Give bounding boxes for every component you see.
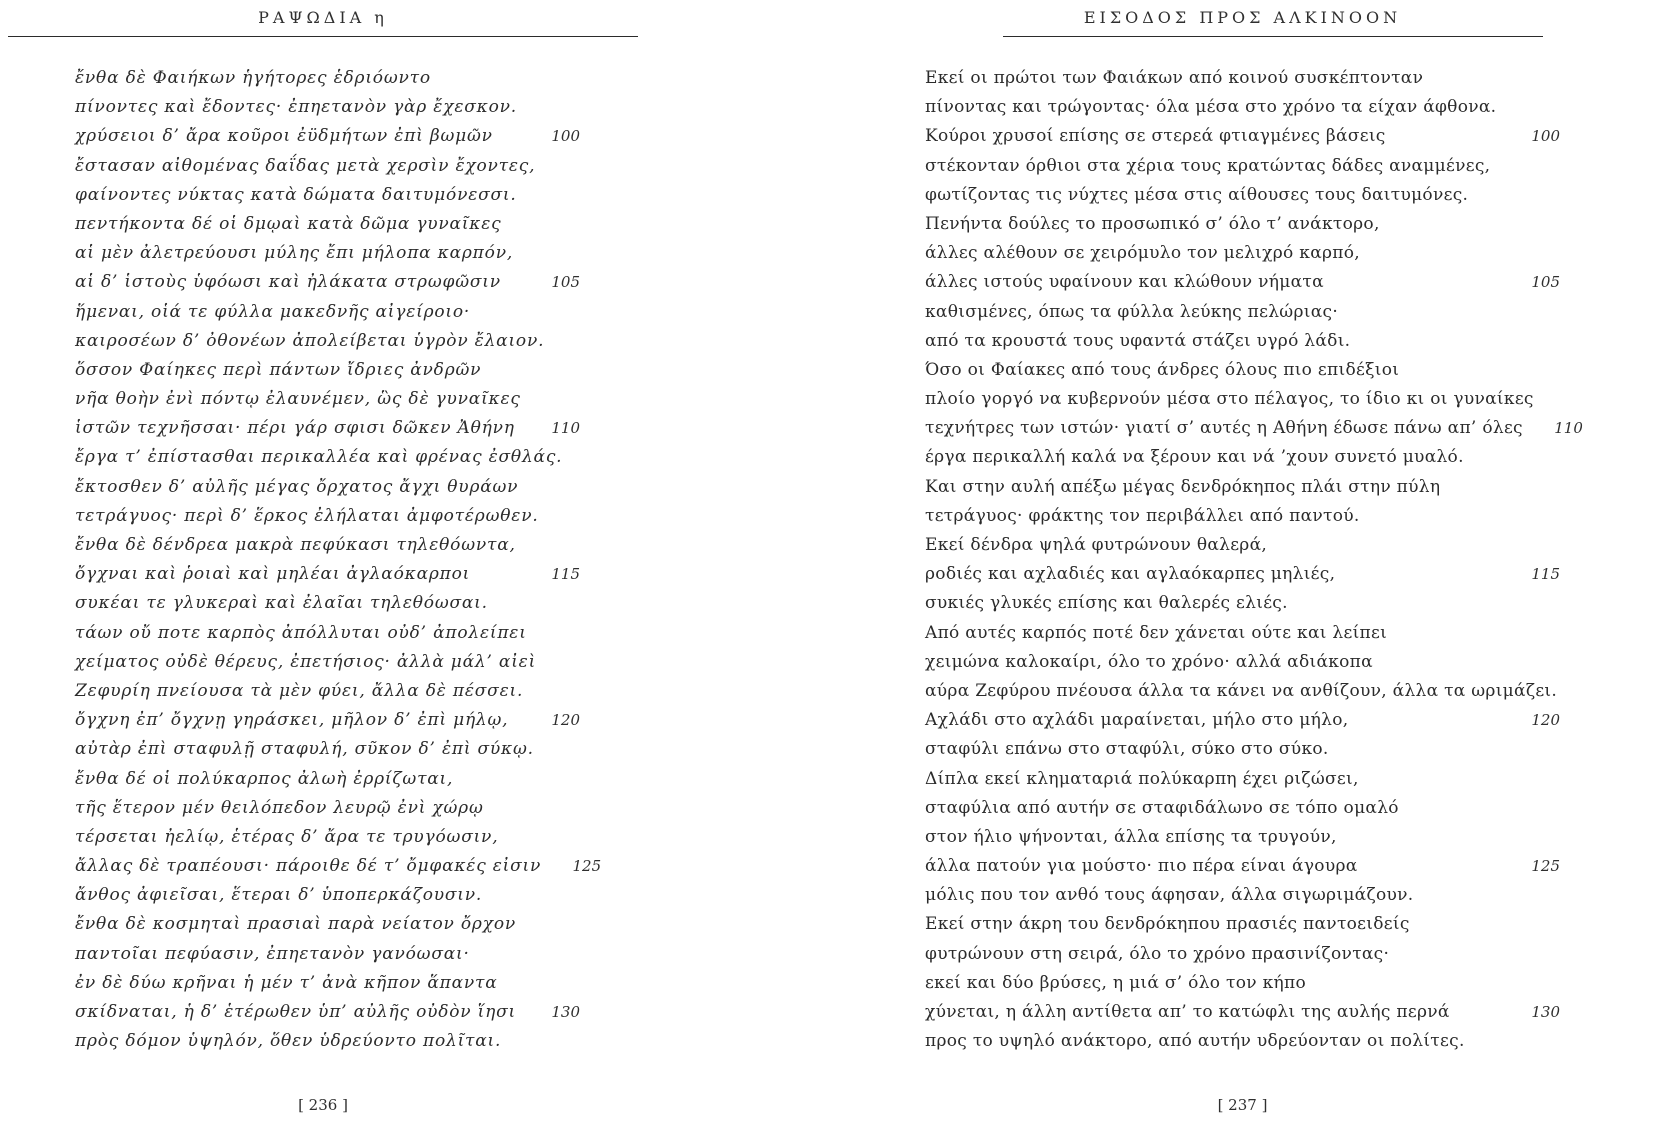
verse-line [925,881,1560,910]
verse-text: αὐτὰρ ἐπὶ σταφυλῇ σταφυλή, σῦκον δ’ ἐπὶ σύκῳ. [75,739,534,760]
verse-text: ἄλλας δὲ τραπέουσι· πάροιθε δέ τ’ ὄμφακές εἰσιν [75,856,542,877]
verse-line [75,648,580,677]
verse-text: ἐν δὲ δύω κρῆναι ἡ μέν τ’ ἀνὰ κῆπον ἅπαντα [75,972,498,993]
verse-line [925,677,1560,706]
verse-line [75,531,580,560]
verse-line [925,327,1560,356]
verse-line [75,998,580,1027]
verse-line [75,502,580,531]
verse-line [925,443,1560,472]
verse-text: ὄγχναι καὶ ῥοιαὶ καὶ μηλέαι ἀγλαόκαρποι [75,564,471,585]
verse-text: παντοῖαι πεφύασιν, ἐπηετανὸν γανόωσαι· [75,943,470,964]
verse-text: τέρσεται ἠελίῳ, ἑτέρας δ’ ἄρα τε τρυγόωσιν, [75,826,499,847]
verse-number: 115 [1531,565,1560,584]
verse-line [75,298,580,327]
verse-line [75,356,580,385]
verse-line [75,93,580,122]
verse-line [925,823,1560,852]
verse-line [925,969,1560,998]
verse-text: Αχλάδι στο αχλάδι μαραίνεται, μήλο στο μήλο, [925,710,1349,731]
verse-number: 105 [1531,273,1560,292]
verse-line [925,122,1560,151]
verse-text: στέκονταν όρθιοι στα χέρια τους κρατώντας δάδες αναμμένες, [925,155,1491,176]
verse-text: καιροσέων δ’ ὀθονέων ἀπολείβεται ὑγρὸν ἔλαιον. [75,330,545,351]
verse-text: χείματος οὐδὲ θέρευς, ἐπετήσιος· ἀλλὰ μάλ’ αἰεὶ [75,651,537,672]
verse-line [75,619,580,648]
verse-text: προς το υψηλό ανάκτορο, από αυτήν υδρεύονταν οι πολίτες. [925,1031,1465,1052]
verse-text: Από αυτές καρπός ποτέ δεν χάνεται ούτε και λείπει [925,622,1388,643]
verse-text: σταφύλια από αυτήν σε σταφιδάλωνο σε τόπο ομαλό [925,797,1399,818]
verse-text: αἱ δ’ ἱστοὺς ὑφόωσι καὶ ἠλάκατα στρωφῶσιν [75,272,501,293]
verse-text: Και στην αυλή απέξω μέγας δενδρόκηπος πλάι στην πύλη [925,476,1441,497]
verse-text: αύρα Ζεφύρου πνέουσα άλλα τα κάνει να ανθίζουν, άλλα τα ωριμάζει. [925,680,1558,701]
verse-text: Ζεφυρίη πνείουσα τὰ μὲν φύει, ἄλλα δὲ πέσσει. [75,680,524,701]
verse-line [925,64,1560,93]
verse-line [75,122,580,151]
verse-block [75,64,602,1056]
verse-line [75,443,580,472]
verse-text: ἔνθα δέ οἱ πολύκαρπος ἀλωὴ ἐρρίζωται, [75,768,454,789]
verse-line [925,852,1560,881]
verse-line [925,93,1560,122]
verse-text: στον ήλιο ψήνονται, άλλα επίσης τα τρυγούν, [925,826,1337,847]
verse-text: άλλες αλέθουν σε χειρόμυλο τον μελιχρό καρπό, [925,243,1360,264]
page-right [925,0,1583,1137]
verse-number: 110 [551,419,580,438]
header-rule [8,36,638,37]
verse-line [75,473,580,502]
page-number: [ 236 ] [298,1096,348,1114]
verse-line [925,152,1560,181]
verse-text: ἔνθα δὲ δένδρεα μακρὰ πεφύκασι τηλεθόωντα, [75,535,516,555]
verse-number: 100 [551,127,580,146]
verse-text: άλλα πατούν για μούστο· πιο πέρα είναι άγουρα [925,856,1358,877]
verse-line [925,940,1560,969]
verse-line [925,385,1560,414]
verse-line [75,152,580,181]
verse-line [75,64,580,93]
verse-line [75,268,580,297]
verse-text: τῆς ἕτερον μέν θειλόπεδον λευρῷ ἐνὶ χώρῳ [75,797,484,818]
verse-text: μόλις που τον ανθό τους άφησαν, άλλα σιγωριμάζουν. [925,885,1414,906]
verse-text: Κούροι χρυσοί επίσης σε στερεά φτιαγμένες βάσεις [925,126,1386,147]
verse-text: Όσο οι Φαίακες από τους άνδρες όλους πιο επιδέξιοι [925,359,1400,380]
verse-number: 130 [551,1003,580,1021]
verse-text: τετράγυος· φράκτης τον περιβάλλει από παντού. [925,505,1360,526]
verse-text: ἔκτοσθεν δ’ αὐλῆς μέγας ὄρχατος ἄγχι θυράων [75,476,519,497]
verse-text: Δίπλα εκεί κληματαριά πολύκαρπη έχει ριζώσει, [925,768,1359,789]
verse-text: τεχνήτρες των ιστών· γιατί σ’ αυτές η Αθήνη έδωσε πάνω απ’ όλες [925,418,1523,439]
verse-text: αἱ μὲν ἀλετρεύουσι μύλης ἔπι μήλοπα καρπόν, [75,243,514,264]
verse-line [925,181,1560,210]
verse-line [925,298,1560,327]
verse-text: ἔνθα δὲ κοσμηταὶ πρασιαὶ παρὰ νείατον ὄρχον [75,914,516,935]
header-rule [1003,36,1543,37]
verse-text: νῆα θοὴν ἐνὶ πόντῳ ἐλαυνέμεν, ὣς δὲ γυναῖκες [75,389,521,410]
verse-text: Εκεί οι πρώτοι των Φαιάκων από κοινού συσκέπτονταν [925,68,1424,88]
verse-line [925,794,1560,823]
verse-text: πίνοντες καὶ ἔδοντες· ἐπηετανὸν γὰρ ἔχεσκον. [75,97,517,118]
verse-text: πλοίο γοργό να κυβερνούν μέσα στο πέλαγος, το ίδιο κι οι γυναίκες [925,389,1534,410]
verse-text: άλλες ιστούς υφαίνουν και κλώθουν νήματα [925,272,1324,293]
verse-line [75,910,580,939]
verse-number: 115 [551,565,580,584]
verse-line [925,414,1583,443]
verse-line [925,473,1560,502]
verse-line [75,852,602,881]
verse-number: 105 [551,273,580,292]
verse-text: καθισμένες, όπως τα φύλλα λεύκης πελώριας· [925,301,1339,322]
verse-text: χύνεται, η άλλη αντίθετα απ’ το κατώφλι της αυλής περνά [925,1002,1450,1022]
verse-text: φαίνοντες νύκτας κατὰ δώματα δαιτυμόνεσσι. [75,184,517,205]
verse-text: συκέαι τε γλυκεραὶ καὶ ἐλαῖαι τηλεθόωσαι. [75,593,488,614]
verse-line [75,969,580,998]
verse-line [75,414,580,443]
verse-line [75,239,580,268]
verse-line [925,735,1560,764]
verse-text: συκιές γλυκές επίσης και θαλερές ελιές. [925,593,1288,614]
verse-text: εκεί και δύο βρύσες, η μιά σ’ όλο τον κήπο [925,972,1307,993]
verse-text: Εκεί στην άκρη του δενδρόκηπου πρασιές παντοειδείς [925,914,1410,935]
verse-line [925,589,1560,618]
verse-line [75,940,580,969]
verse-text: ὅσσον Φαίηκες περὶ πάντων ἴδριες ἀνδρῶν [75,359,482,380]
verse-line [75,210,580,239]
verse-text: Πενήντα δούλες το προσωπικό σ’ όλο τ’ ανάκτορο, [925,213,1380,234]
verse-text: ἱστῶν τεχνῆσσαι· πέρι γάρ σφισι δῶκεν Ἀθήνη [75,418,515,439]
verse-line [925,268,1560,297]
verse-line [75,589,580,618]
verse-text: ἔργα τ’ ἐπίστασθαι περικαλλέα καὶ φρένας ἐσθλάς. [75,447,563,468]
verse-line [925,531,1560,560]
page-number: [ 237 ] [1217,1096,1268,1114]
verse-number: 130 [1531,1003,1560,1021]
verse-number: 120 [1531,711,1560,730]
verse-text: Εκεί δένδρα ψηλά φυτρώνουν θαλερά, [925,535,1268,555]
verse-line [75,677,580,706]
verse-text: πεντήκοντα δέ οἱ δμῳαὶ κατὰ δῶμα γυναῖκες [75,213,502,234]
verse-line [75,881,580,910]
verse-line [925,998,1560,1027]
verse-line [75,706,580,735]
verse-line [75,181,580,210]
page-left [8,0,638,1137]
verse-line [925,356,1560,385]
verse-text: έργα περικαλλή καλά να ξέρουν και νά ’χουν συνετό μυαλό. [925,447,1464,468]
verse-number: 110 [1554,419,1583,438]
verse-line [925,648,1560,677]
running-header: ΕΙΣΟΔΟΣ ΠΡΟΣ ΑΛΚΙΝΟΟΝ [1083,8,1402,27]
verse-text: ἄνθος ἀφιεῖσαι, ἕτεραι δ’ ὑποπερκάζουσιν. [75,885,483,906]
verse-line [925,619,1560,648]
verse-text: πίνοντας και τρώγοντας· όλα μέσα στο χρόνο τα είχαν άφθονα. [925,97,1497,118]
verse-number: 125 [572,857,602,876]
verse-line [925,502,1560,531]
verse-text: σταφύλι επάνω στο σταφύλι, σύκο στο σύκο. [925,739,1329,760]
verse-text: χειμώνα καλοκαίρι, όλο το χρόνο· αλλά αδιάκοπα [925,651,1373,672]
verse-line [75,1027,580,1056]
verse-text: ἥμεναι, οἱά τε φύλλα μακεδνῆς αἰγείροιο· [75,301,471,322]
verse-line [75,765,580,794]
verse-line [75,794,580,823]
verse-line [75,560,580,589]
verse-line [925,1027,1560,1056]
verse-number: 120 [551,711,580,730]
verse-line [925,910,1560,939]
verse-line [75,385,580,414]
verse-line [925,765,1560,794]
verse-line [925,239,1560,268]
verse-number: 100 [1531,127,1560,146]
verse-line [75,823,580,852]
verse-text: ροδιές και αχλαδιές και αγλαόκαρπες μηλιές, [925,564,1336,585]
verse-text: από τα κρουστά τους υφαντά στάζει υγρό λάδι. [925,330,1351,351]
verse-line [75,327,580,356]
verse-line [925,560,1560,589]
verse-text: ὄγχνη ἐπ’ ὄγχνῃ γηράσκει, μῆλον δ’ ἐπὶ μήλῳ, [75,710,509,731]
verse-line [925,210,1560,239]
verse-text: σκίδναται, ἡ δ’ ἑτέρωθεν ὑπ’ αὐλῆς οὐδὸν ἵησι [75,1002,516,1022]
verse-block [925,64,1583,1056]
verse-text: φυτρώνουν στη σειρά, όλο το χρόνο πρασινίζοντας· [925,943,1390,964]
running-header: ΡΑΨΩΔΙΑ η [258,8,388,27]
verse-text: πρὸς δόμον ὑψηλόν, ὅθεν ὑδρεύοντο πολῖται. [75,1031,502,1052]
verse-text: χρύσειοι δ’ ἄρα κοῦροι ἐϋδμήτων ἐπὶ βωμῶν [75,126,493,147]
verse-text: τάων οὔ ποτε καρπὸς ἀπόλλυται οὐδ’ ἀπολείπει [75,622,527,643]
verse-text: ἔστασαν αἰθομένας δαΐδας μετὰ χερσὶν ἔχοντες, [75,155,536,176]
verse-text: ἔνθα δὲ Φαιήκων ἡγήτορες ἑδριόωντο [75,68,431,88]
verse-line [925,706,1560,735]
verse-line [75,735,580,764]
verse-number: 125 [1531,857,1560,876]
verse-text: φωτίζοντας τις νύχτες μέσα στις αίθουσες τους δαιτυμόνες. [925,184,1469,205]
verse-text: τετράγυος· περὶ δ’ ἕρκος ἐλήλαται ἀμφοτέρωθεν. [75,505,539,526]
